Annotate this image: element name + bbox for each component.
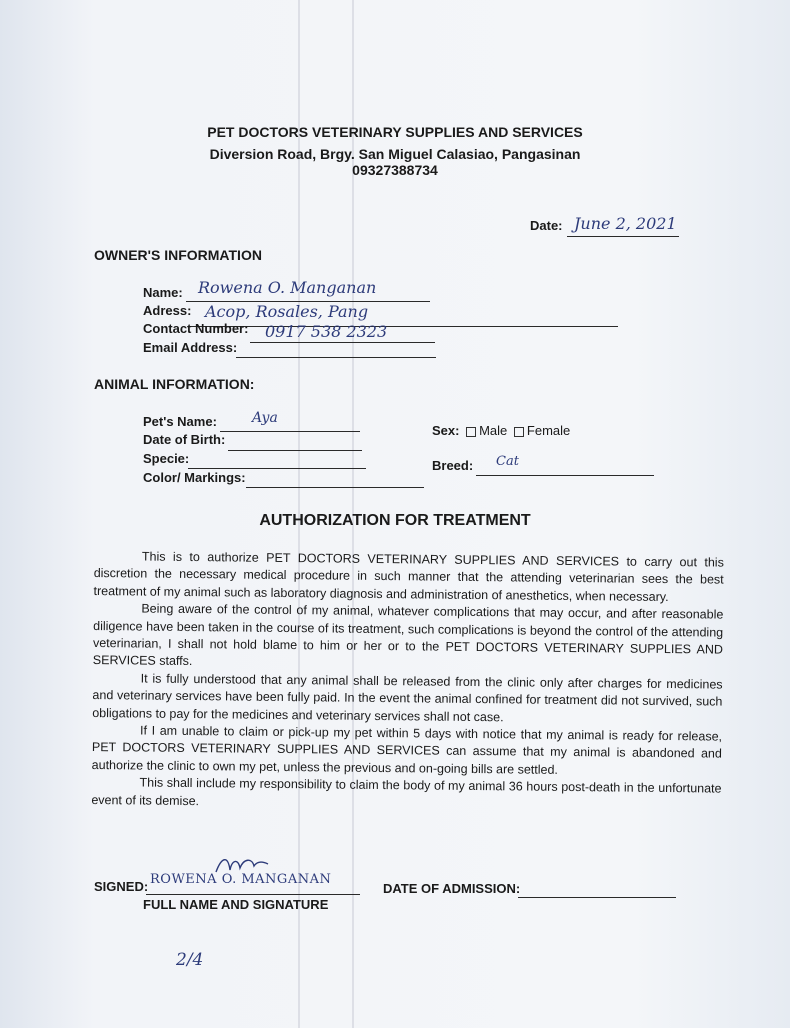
date-of-admission-field[interactable] <box>518 897 676 898</box>
dob-field[interactable] <box>228 450 362 451</box>
animal-section-title: ANIMAL INFORMATION: <box>94 376 255 392</box>
sex-male-checkbox[interactable] <box>466 427 476 437</box>
date-label: Date: <box>530 218 563 233</box>
owner-contact-field[interactable] <box>250 342 435 343</box>
owner-section-title: OWNER'S INFORMATION <box>94 247 262 263</box>
specie-label: Specie: <box>143 451 190 466</box>
authorization-title: AUTHORIZATION FOR TREATMENT <box>259 512 531 529</box>
owner-contact-value: 0917 538 2323 <box>265 322 388 341</box>
sex-female-label: Female <box>526 423 571 438</box>
authorization-paragraph: Being aware of the control of my animal, whatever complications that may occur, and after reasonable diligence have been taken in the course of its treatment, such complications is beyond the control of the attending veterinarian, I shall not hold blame to him or her or to the PET DOCTORS VETERINARY SUPPLIES AND SERVICES staffs. <box>92 601 724 669</box>
authorization-paragraph: It is fully understood that any animal shall be released from the clinic only after charges for medicines and veterinary services have been fully paid. In the event the animal confined for treatment did not survived, such obligations to pay for the medicines and veterinary services shall not case. <box>92 671 723 724</box>
signed-value: ROWENA O. MANGANAN <box>150 872 332 887</box>
signature-field[interactable] <box>146 894 360 895</box>
pet-name-field[interactable] <box>220 431 360 432</box>
specie-field[interactable] <box>188 468 366 469</box>
owner-address-label: Adress: <box>143 303 192 318</box>
date-line[interactable] <box>567 236 679 237</box>
date-value: June 2, 2021 <box>574 214 677 233</box>
authorization-paragraph: If I am unable to claim or pick-up my pet within 5 days with notice that my animal is ready for release, PET DOCTORS VETERINARY SUPPLIES AND SERVICES can assume that my animal is abandoned and authorize the clinic to own my pet, unless the previous and on-going bills are settled. <box>91 723 723 777</box>
dob-label: Date of Birth: <box>143 432 226 447</box>
business-address: Diversion Road, Brgy. San Miguel Calasiao, Pangasinan <box>209 146 581 162</box>
signature-scribble <box>212 852 272 880</box>
sex-female-checkbox[interactable] <box>514 427 524 437</box>
authorization-paragraph: This is to authorize PET DOCTORS VETERINARY SUPPLIES AND SERVICES to carry out this discretion the necessary medical procedure in such manner that the attending veterinarian sees the best treatment of my animal such as laboratory diagnosis and administration of anesthetics, when necessary. <box>93 549 724 604</box>
pet-name-label: Pet's Name: <box>143 414 217 429</box>
owner-contact-label: Contact Number: <box>143 321 249 336</box>
owner-address-field[interactable] <box>190 326 618 327</box>
breed-value: Cat <box>496 454 519 469</box>
breed-label: Breed: <box>432 458 474 473</box>
owner-address-value: Acop, Rosales, Pang <box>205 302 369 321</box>
color-markings-label: Color/ Markings: <box>143 470 246 485</box>
owner-name-value: Rowena O. Manganan <box>198 278 377 297</box>
date-of-admission-label: DATE OF ADMISSION: <box>383 881 521 896</box>
authorization-paragraph: This shall include my responsibility to claim the body of my animal 36 hours post-death in the unfortunate event of its demise. <box>91 775 722 808</box>
full-name-caption: FULL NAME AND SIGNATURE <box>143 897 329 912</box>
sex-male-label: Male <box>479 423 508 438</box>
business-phone: 09327388734 <box>352 162 438 178</box>
breed-field[interactable] <box>476 475 654 476</box>
sex-field <box>432 423 570 438</box>
handwritten-note: 2/4 <box>176 950 204 970</box>
signed-label: SIGNED: <box>94 879 149 894</box>
authorization-body <box>91 548 724 816</box>
owner-name-label: Name: <box>143 285 183 300</box>
owner-email-field[interactable] <box>236 357 436 358</box>
owner-email-label: Email Address: <box>143 340 238 355</box>
business-name: PET DOCTORS VETERINARY SUPPLIES AND SERVICES <box>207 124 583 140</box>
pet-name-value: Aya <box>252 410 278 426</box>
sex-label: Sex: <box>432 423 460 438</box>
color-markings-field[interactable] <box>246 487 424 488</box>
